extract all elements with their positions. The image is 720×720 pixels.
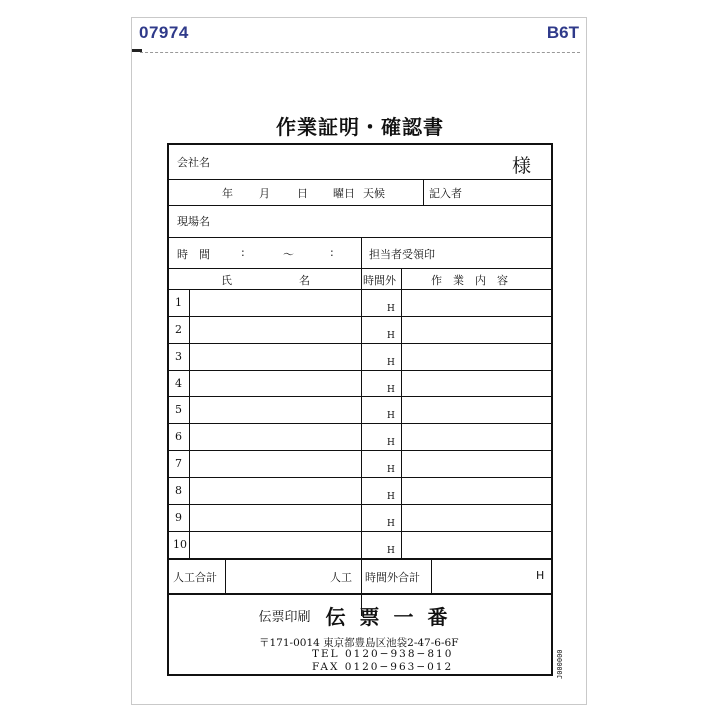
row-hour-unit: H — [387, 358, 395, 368]
perforation-line — [140, 52, 580, 53]
product-code: 07974 — [139, 23, 189, 42]
row-hour-unit: H — [387, 385, 395, 395]
brand-name: 伝票一番 — [325, 605, 462, 629]
publisher-brand — [169, 601, 551, 630]
overtime-total-label: 時間外合計 — [365, 571, 420, 584]
col-work-content: 作 業 内 容 — [431, 274, 508, 287]
company-label: 会社名 — [177, 156, 210, 169]
publisher-tel: TEL 0120−938−810 — [312, 648, 454, 660]
time-colon-start: : — [241, 246, 245, 259]
labor-unit: 人工 — [330, 571, 352, 584]
col-overtime: 時間外 — [363, 274, 396, 287]
site-label: 現場名 — [177, 215, 210, 228]
time-colon-end: : — [330, 246, 334, 259]
row-hour-unit: H — [387, 438, 395, 448]
row-hour-unit: H — [387, 492, 395, 502]
document-title: 作業証明・確認書 — [276, 115, 444, 139]
row-number: 6 — [175, 430, 182, 443]
publisher-fax: FAX 0120−963−012 — [312, 661, 454, 673]
date-month-label: 月 — [259, 187, 270, 200]
date-year-label: 年 — [222, 187, 233, 200]
row-hour-unit: H — [387, 304, 395, 314]
row-number: 1 — [175, 296, 182, 309]
col-name-last: 名 — [299, 274, 310, 287]
overtime-hour-unit: H — [536, 569, 545, 582]
row-hour-unit: H — [387, 519, 395, 529]
row-hour-unit: H — [387, 411, 395, 421]
weather-label: 天候 — [363, 187, 385, 200]
date-day-label: 日 — [297, 187, 308, 200]
row-number: 3 — [175, 350, 182, 363]
size-code: B6T — [546, 23, 579, 42]
writer-label: 記入者 — [429, 187, 462, 200]
brand-subtitle: 伝票印刷 — [258, 610, 311, 625]
vertical-code: J000000 — [556, 649, 564, 679]
row-hour-unit: H — [387, 546, 395, 556]
row-number: 5 — [175, 403, 182, 416]
col-name-first: 氏 — [221, 274, 232, 287]
weekday-label: 曜日 — [333, 187, 355, 200]
time-tilde: 〜 — [283, 248, 294, 261]
row-number: 10 — [173, 538, 187, 551]
row-hour-unit: H — [387, 465, 395, 475]
row-number: 8 — [175, 484, 182, 497]
honorific: 様 — [511, 155, 531, 177]
row-number: 7 — [175, 457, 182, 470]
row-number: 4 — [175, 377, 182, 390]
receipt-stamp-label: 担当者受領印 — [369, 248, 435, 261]
row-number: 2 — [175, 323, 182, 336]
publisher-address: 〒171-0014 東京都豊島区池袋2-47-6-6F — [259, 637, 459, 649]
row-hour-unit: H — [387, 331, 395, 341]
form-table — [167, 143, 564, 679]
perforation-mark — [132, 49, 142, 52]
total-labor-label: 人工合計 — [173, 571, 217, 584]
time-label: 時 間 — [177, 248, 210, 261]
row-number: 9 — [175, 511, 182, 524]
